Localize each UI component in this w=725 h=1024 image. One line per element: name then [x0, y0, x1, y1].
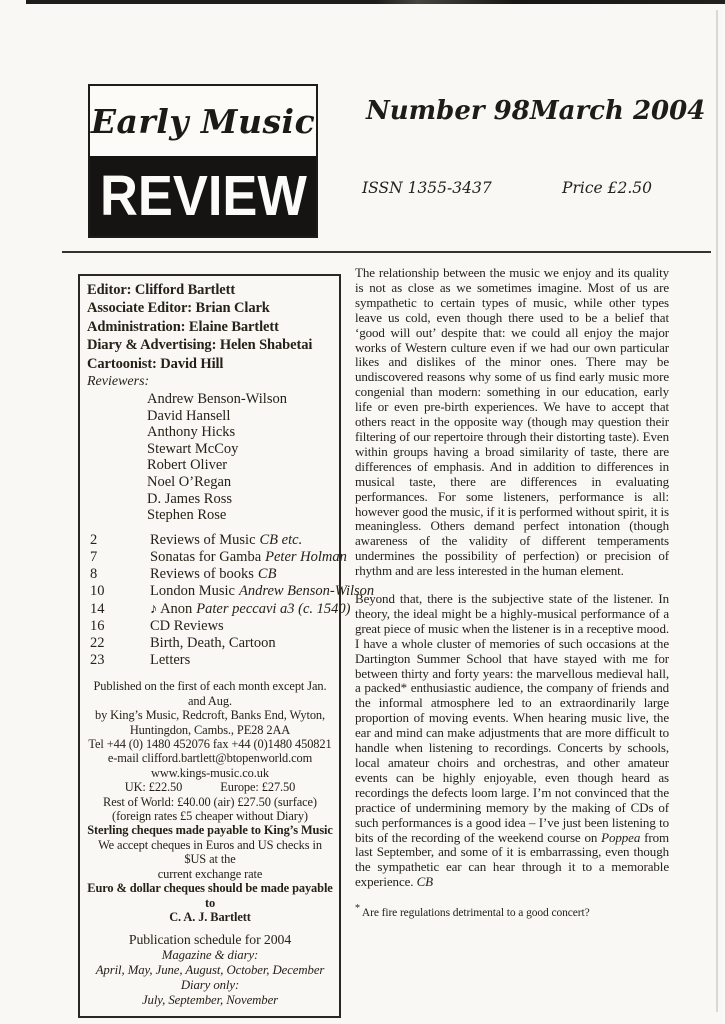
reviewer-name: Stewart McCoy — [147, 440, 239, 457]
editorial-column — [355, 266, 669, 919]
publication-schedule — [87, 931, 333, 1007]
music-note-glyph: ♪ Anon — [150, 600, 193, 617]
toc-credit: Peter Holman — [265, 548, 347, 565]
toc-row — [87, 635, 333, 652]
reviewers-label: Reviewers: — [87, 374, 150, 390]
editorial-paragraph-1: The relationship between the music we enjoy and its quality is not as close as we sometimes imagine. Most of us are sympathetic to certain types of music, while other types leave us cold, even though there used to be a belief that ‘good will out’ despite that: we could all enjoy the major works of Western culture even if we had our own particular likes and dislikes of the minor ones. There may be undiscovered reasons why some of us find early music more congenial than modern: something in our education, early life or even pre-birth experiences. We have to accept that others react in the opposite way (though may question their filtering of our repertoire through their distorting taste). Even within groups having a broad similarity of taste, there are differences of emphasis. And in addition to differences in musical taste, there are differences in evaluating performances. For some listeners, performance is all: however good the music, if it is performed without spirit, it is meaningless. Others demand perfect intonation (though awareness of the validity of different temperaments undermines the possibility of perfection) or precision of rhythm and are less interested in the human element. — [355, 265, 669, 579]
toc-title: Sonatas for Gamba Peter Holman — [150, 548, 347, 565]
staff-administration: Administration: Elaine Bartlett — [87, 318, 279, 335]
staff-editor: Editor: Clifford Bartlett — [87, 282, 236, 298]
reviewer-name: D. James Ross — [147, 490, 232, 507]
payable-line: Euro & dollar cheques should be made payable to — [87, 881, 333, 910]
accept-cheques-line: current exchange rate — [157, 866, 263, 881]
schedule-title: Publication schedule for 2004 — [128, 932, 292, 948]
magazine-title-review: REVIEW — [99, 163, 307, 228]
toc-page-number: 7 — [90, 548, 98, 565]
toc-title: Letters — [150, 652, 191, 669]
toc-row — [87, 548, 347, 566]
work-title-poppea: Poppea — [601, 829, 641, 845]
toc-credit: Andrew Benson-Wilson — [238, 583, 375, 600]
footnote-text: Are fire regulations detrimental to a good concert? — [361, 906, 590, 919]
accept-cheques-line: We accept cheques in Euros and US checks in $US at the — [98, 837, 322, 867]
subscription-prices-row — [87, 780, 333, 794]
toc-title: Birth, Death, Cartoon — [150, 635, 276, 651]
issn: ISSN 1355-3437 — [362, 179, 492, 197]
toc-title: Reviews of Music CB etc. — [150, 531, 303, 548]
publication-info — [87, 679, 333, 924]
schedule-magazine-label: Magazine & diary: — [161, 948, 259, 963]
issue-header-row — [366, 96, 706, 126]
email-line: e-mail clifford.bartlett@btopenworld.com — [107, 751, 313, 766]
horizontal-rule — [62, 251, 711, 253]
masthead-review-box — [90, 156, 316, 236]
payable-name: C. A. J. Bartlett — [169, 909, 251, 924]
toc-title: London Music Andrew Benson-Wilson — [150, 583, 375, 600]
table-of-contents — [87, 531, 375, 670]
toc-page-number: 10 — [90, 583, 105, 600]
toc-page-number: 22 — [90, 635, 105, 651]
toc-credit: CB — [257, 566, 277, 583]
toc-credit: CB etc. — [259, 531, 303, 548]
toc-page-number: 16 — [90, 617, 105, 634]
published-line: by King’s Music, Redcroft, Banks End, Wyton, — [94, 708, 326, 723]
scan-artifact-top-edge — [26, 0, 725, 4]
reviewer-name: Robert Oliver — [147, 457, 228, 474]
schedule-diary-label: Diary only: — [180, 977, 240, 992]
foreign-rates-note: (foreign rates £5 cheaper without Diary) — [112, 809, 308, 824]
website-line: www.kings-music.co.uk — [151, 765, 269, 780]
staff-associate-editor: Associate Editor: Brian Clark — [87, 300, 270, 317]
toc-page-number: 2 — [90, 531, 98, 548]
price: Price £2.50 — [562, 179, 652, 197]
price-uk: UK: £22.50 — [124, 780, 183, 795]
toc-page-number: 8 — [90, 566, 98, 583]
editor-initials: CB — [416, 874, 434, 890]
price-rest-of-world: Rest of World: £40.00 (air) £27.50 (surface) — [103, 794, 317, 809]
reviewer-name: Anthony Hicks — [147, 424, 236, 441]
masthead-script-box — [90, 86, 316, 156]
scan-artifact-right-edge — [716, 10, 718, 1012]
toc-row — [87, 600, 351, 618]
staff-diary-advertising: Diary & Advertising: Helen Shabetai — [87, 337, 313, 354]
toc-row — [87, 652, 333, 669]
toc-credit: Pater peccavi a3 (c. 1540) — [196, 600, 351, 617]
toc-row — [87, 532, 333, 549]
issue-date: March 2004 — [529, 96, 706, 126]
reviewer-name: Noel O’Regan — [147, 474, 232, 490]
toc-row — [87, 583, 375, 600]
staff-cartoonist: Cartoonist: David Hill — [87, 355, 224, 372]
editorial-paragraph-2: Beyond that, there is the subjective state of the listener. In theory, the ideal might be a highly-musical performance of a great piece of music when the listener is in a receptive mood. I have a whole cluster of memories of such occasions at the Dartington Summer School that have stayed with me for between thirty and forty years: the marvellous medieval hall, a packed* enthusiastic audience, the company of friends and the informal atmosphere led to an extraordinarily large proportion of moving events. When hearing music live, the ear and mind can make adjustments that are more difficult to handle when listening to recordings. Concerts by schools, local amateur choirs and orchestras, and other amateur events can be highly enjoyable, even though heard as recordings the defects loom large. I’m not convinced that the practice of undermining memory by the making of CDs of such performances is a good idea – I’ve just been listening to bits of the recording of the weekend course on Poppea from last September, and some of it is embarrassing, even though the sympathetic ear can hear through it to a memorable experience. CB — [355, 591, 669, 890]
toc-page-number: 23 — [90, 652, 105, 669]
info-box — [78, 274, 375, 1018]
published-line: Huntingdon, Cambs., PE28 2AA — [129, 722, 291, 737]
magazine-title-script: Early Music — [90, 101, 316, 141]
issue-number: Number 98 — [366, 96, 530, 126]
price-europe: Europe: £27.50 — [220, 780, 296, 795]
published-line: Published on the first of each month except Jan. and Aug. — [93, 679, 327, 708]
issn-price-row — [362, 179, 652, 197]
toc-title: Reviews of books CB — [150, 566, 277, 583]
footnote-asterisk: * — [355, 903, 360, 915]
schedule-magazine-months: April, May, June, August, October, December — [95, 963, 325, 978]
reviewer-name: David Hansell — [147, 407, 231, 424]
reviewer-name: Andrew Benson-Wilson — [147, 391, 287, 408]
tel-fax-line: Tel +44 (0) 1480 452076 fax +44 (0)1480 450821 — [88, 737, 332, 752]
sterling-cheques-note: Sterling cheques made payable to King’s Music — [87, 823, 333, 838]
masthead-logo — [88, 84, 318, 238]
toc-page-number: 14 — [90, 600, 105, 617]
toc-title — [150, 601, 351, 618]
toc-title: CD Reviews — [150, 617, 224, 634]
footnote — [355, 903, 669, 919]
toc-row — [87, 618, 333, 635]
schedule-diary-months: July, September, November — [141, 992, 279, 1007]
toc-row — [87, 566, 333, 583]
reviewer-name: Stephen Rose — [147, 507, 227, 524]
